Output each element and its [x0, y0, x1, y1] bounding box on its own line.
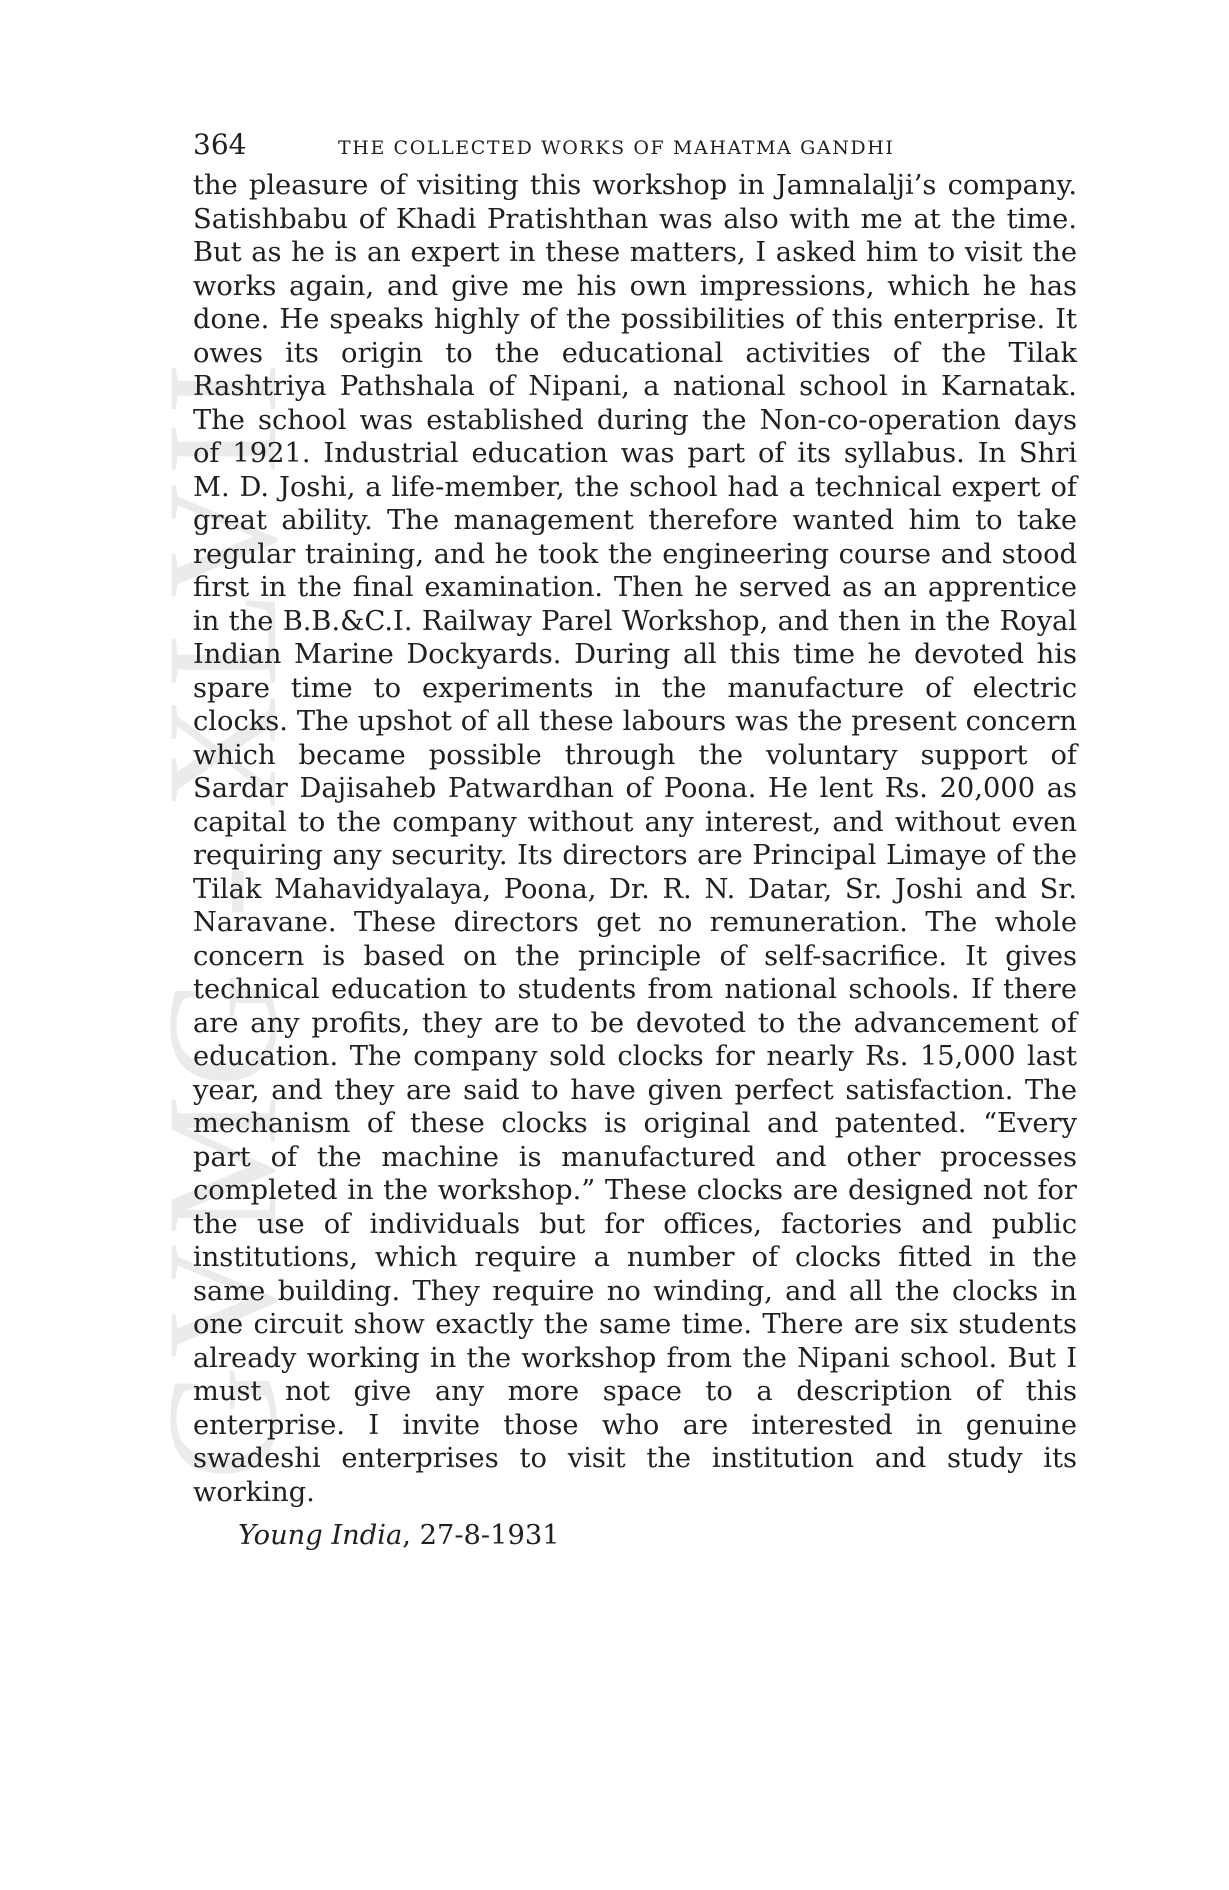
source-citation	[238, 1519, 1077, 1553]
running-head	[193, 128, 1077, 166]
source-publication: Young India	[238, 1520, 403, 1551]
document-page	[193, 128, 1077, 1553]
running-title: THE COLLECTED WORKS OF MAHATMA GANDHI	[338, 137, 895, 159]
source-date: 27-8-1931	[410, 1520, 560, 1551]
source-separator: ,	[402, 1520, 411, 1551]
watermark: GVMG - XLVII	[135, 354, 310, 1480]
page-number: 364	[193, 128, 247, 161]
body-paragraph: the pleasure of visiting this workshop in Jamnalalji’s company. Satishbabu of Khadi Pratishthan was also with me at the time. But as he is an expert in these matters, I asked him to visit the works again, and give me his own impressions, which he has done. He speaks highly of the possibilities of this enterprise. It owes its origin to the educational activities of the Tilak Rashtriya Pathshala of Nipani, a national school in Karnatak. The school was established during the Non-co-operation days of 1921. Industrial education was part of its syllabus. In Shri M. D. Joshi, a life-member, the school had a technical expert of great ability. The management therefore wanted him to take regular training, and he took the engineering course and stood first in the final examination. Then he served as an apprentice in the B.B.&C.I. Railway Parel Workshop, and then in the Royal Indian Marine Dockyards. During all this time he devoted his spare time to experiments in the manufacture of electric clocks. The upshot of all these labours was the present concern which became possible through the voluntary support of Sardar Dajisaheb Patwardhan of Poona. He lent Rs. 20,000 as capital to the company without any interest, and without even requiring any security. Its directors are Principal Limaye of the Tilak Mahavidyalaya, Poona, Dr. R. N. Datar, Sr. Joshi and Sr. Naravane. These directors get no remuneration. The whole concern is based on the principle of self-sacrifice. It gives technical education to students from national schools. If there are any profits, they are to be devoted to the advancement of education. The company sold clocks for nearly Rs. 15,000 last year, and they are said to have given perfect satisfaction. The mechanism of these clocks is original and patented. “Every part of the machine is manufactured and other processes completed in the workshop.” These clocks are designed not for the use of individuals but for offices, factories and public institutions, which require a number of clocks fitted in the same building. They require no winding, and all the clocks in one circuit show exactly the same time. There are six students already working in the workshop from the Nipani school. But I must not give any more space to a description of this enterprise. I invite those who are interested in genuine swadeshi enterprises to visit the institution and study its working.	[193, 170, 1077, 1508]
